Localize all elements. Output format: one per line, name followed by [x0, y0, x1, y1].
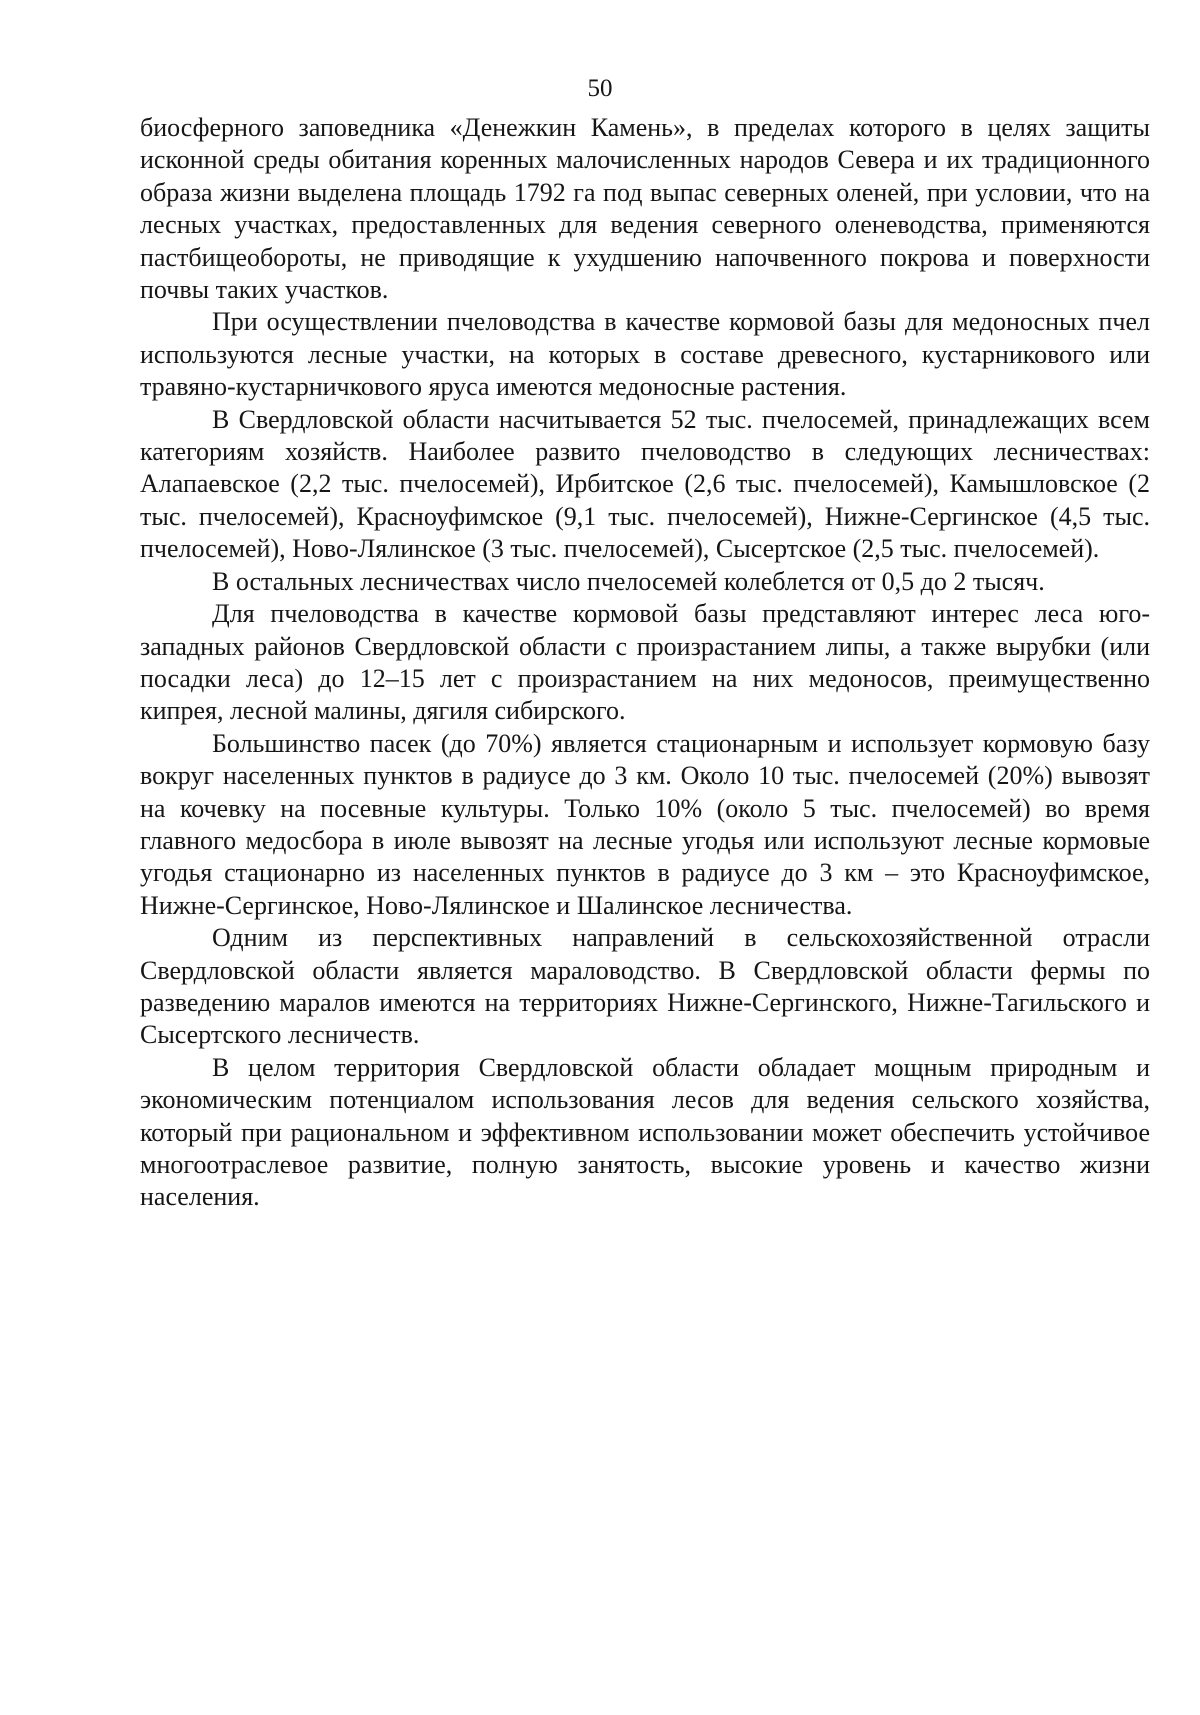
- paragraph-3: В Свердловской области насчитывается 52 тыс. пчелосемей, принадлежащих всем категориям хозяйств. Наиболее развито пчеловодство в следующих лесничествах: Алапаевское (2,2 тыс. пчелосемей), Ирбитское (2,6 тыс. пчелосемей), Камышловское (2 тыс. пчелосемей), Красноуфимское (9,1 тыс. пчелосемей), Нижне-Сергинское (4,5 тыс. пчелосемей), Ново-Лялинское (3 тыс. пчелосемей), Сысертское (2,5 тыс. пчелосемей).: [140, 404, 1150, 564]
- paragraph-6: Большинство пасек (до 70%) является стационарным и использует кормовую базу вокруг населенных пунктов в радиусе до 3 км. Около 10 тыс. пчелосемей (20%) вывозят на кочевку на посевные культуры. Только 10% (около 5 тыс. пчелосемей) во время главного медосбора в июле вывозят на лесные угодья или используют лесные кормовые угодья стационарно из населенных пунктов в радиусе до 3 км – это Красноуфимское, Нижне-Сергинское, Ново-Лялинское и Шалинское лесничества.: [140, 728, 1150, 920]
- document-body: [140, 112, 1150, 1214]
- paragraph-5: Для пчеловодства в качестве кормовой базы представляют интерес леса юго-западных районов Свердловской области с произрастанием липы, а также вырубки (или посадки леса) до 12–15 лет с произрастанием на них медоносов, преимущественно кипрея, лесной малины, дягиля сибирского.: [140, 599, 1150, 726]
- paragraph-2: При осуществлении пчеловодства в качестве кормовой базы для медоносных пчел используются лесные участки, на которых в составе древесного, кустарникового или травяно-кустарничкового яруса имеются медоносные растения.: [140, 307, 1150, 402]
- paragraph-8: В целом территория Свердловской области обладает мощным природным и экономическим потенциалом использования лесов для ведения сельского хозяйства, который при рациональном и эффективном использовании может обеспечить устойчивое многоотраслевое развитие, полную занятость, высокие уровень и качество жизни населения.: [140, 1052, 1150, 1212]
- paragraph-1: биосферного заповедника «Денежкин Камень», в пределах которого в целях защиты исконной среды обитания коренных малочисленных народов Севера и их традиционного образа жизни выделена площадь 1792 га под выпас северных оленей, при условии, что на лесных участках, предоставленных для ведения северного оленеводства, применяются пастбищеобороты, не приводящие к ухудшению напочвенного покрова и поверхности почвы таких участков.: [140, 113, 1150, 305]
- paragraph-7: Одним из перспективных направлений в сельскохозяйственной отрасли Свердловской области является мараловодство. В Свердловской области фермы по разведению маралов имеются на территориях Нижне-Сергинского, Нижне-Тагильского и Сысертского лесничеств.: [140, 923, 1150, 1050]
- paragraph-4: В остальных лесничествах число пчелосемей колеблется от 0,5 до 2 тысяч.: [212, 566, 1045, 596]
- page-number: 50: [587, 75, 613, 102]
